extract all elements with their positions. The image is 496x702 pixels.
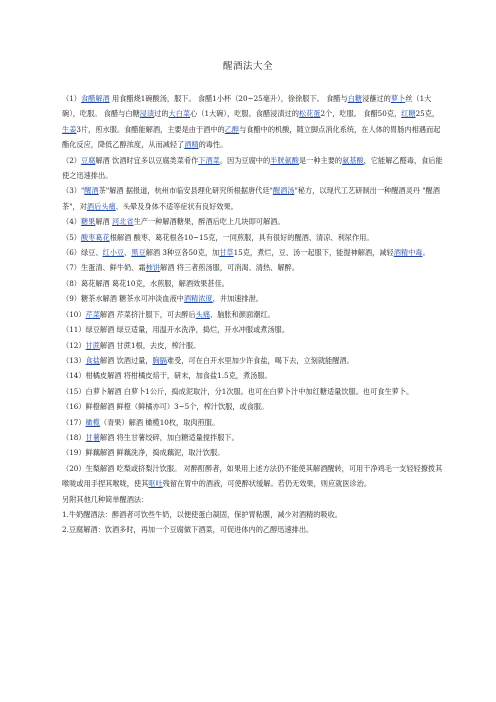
inline-link[interactable]: 生姜 [62, 124, 77, 134]
paragraph-text: 根解酒 酸枣、葛花根各10~15克，一同煎服，具有很好的醒酒、清凉、利尿作用。 [109, 232, 374, 242]
inline-link[interactable]: 芹菜 [85, 309, 100, 319]
inline-link[interactable]: 醒酒汤 [272, 186, 295, 196]
paragraph [62, 492, 444, 507]
paragraph [62, 245, 444, 260]
paragraph-text: 解酒 将三者煎汤服，可消渴、清热、解醉。 [160, 263, 299, 273]
inline-link[interactable]: 橄榄 [85, 417, 100, 427]
paragraph-text: （10） [62, 309, 86, 319]
inline-link[interactable]: 酒精浓度 [183, 294, 213, 304]
inline-link[interactable]: 氨基酸 [342, 155, 364, 165]
paragraph-text: 另附其他几种简单醒酒法： [62, 494, 149, 504]
inline-link[interactable]: 甘草 [219, 248, 234, 258]
paragraph-text: 心（1大碗），吃服。食醋浸渍过的 [190, 109, 299, 119]
paragraph-text: 过的 [154, 109, 169, 119]
paragraph-text: （17） [62, 417, 86, 427]
inline-link[interactable]: 下酒菜 [198, 155, 220, 165]
inline-link[interactable]: 柿饼 [145, 263, 161, 273]
paragraph-text: 解酒 [95, 217, 113, 227]
paragraph-text: 浸蘸过的 [362, 94, 391, 103]
paragraph [62, 307, 444, 322]
paragraph [62, 384, 444, 399]
paragraph-text: （青果）解酒 橄榄10枚，取肉煎服。 [99, 417, 220, 427]
inline-link[interactable]: 呕吐 [148, 479, 163, 489]
paragraph-text: （11）绿豆解酒 绿豆适量，用温开水洗净，捣烂，开水冲服或煮汤服。 [62, 325, 290, 335]
paragraph-text: 2.豆腐解酒：饮酒多时，再加一个豆腐做下酒菜，可促进体内的乙醇迅速排出。 [62, 525, 314, 535]
paragraph-text: 难受，可在白开水里加少许食盐，喝下去，立刻就能醒酒。 [166, 355, 354, 365]
paragraph-text: 生产一种解酒糖果，醉酒后吃上几块即可解酒。 [133, 217, 285, 227]
paragraph [62, 415, 444, 430]
paragraph-text: 解酒 饮酒过量， [99, 355, 153, 365]
paragraph [62, 338, 444, 353]
inline-link[interactable]: 萝卜 [390, 94, 406, 103]
paragraph-text: 25克， [415, 109, 440, 119]
paragraph-text: 、 [124, 248, 132, 258]
inline-link[interactable]: 食醋解酒 [80, 94, 110, 103]
paragraph-text: 解酒 芹菜挤汁服下，可去醉后 [99, 309, 196, 319]
paragraph-text: （18） [62, 432, 86, 442]
paragraph-text: 15克，煮烂，豆、汤一起服下，能提神解酒，减轻 [233, 248, 394, 258]
paragraph-text: ，它能解乙醛毒，食后能使之迅速排出。 [62, 155, 443, 181]
paragraph [62, 507, 444, 522]
inline-link[interactable]: 豆腐 [80, 155, 96, 165]
inline-link[interactable]: 胸膈 [152, 355, 167, 365]
doc-body [62, 91, 444, 538]
paragraph [62, 368, 444, 383]
inline-link[interactable]: 食盐 [85, 355, 100, 365]
paragraph [62, 322, 444, 337]
inline-link[interactable]: 酒精 [184, 140, 199, 150]
paragraph-text: （2） [62, 155, 81, 165]
paragraph-text: （16）鲜橙解酒 鲜橙（鲜橘亦可）3~5个，榨汁饮服，或食服。 [62, 402, 269, 412]
inline-link[interactable]: 红小豆 [102, 248, 125, 258]
inline-link[interactable]: 酒精中毒 [393, 248, 423, 258]
paragraph-text: 解酒 饮酒时宜多以豆腐类菜肴作 [95, 155, 199, 165]
inline-link[interactable]: 醒酒 [84, 186, 99, 196]
inline-link[interactable]: 河北省 [112, 217, 134, 227]
paragraph-text: （6）绿豆、 [62, 248, 103, 258]
paragraph [62, 430, 444, 445]
paragraph-text: "秘方，以现代工艺研制出一种醒酒灵丹 "醒酒茶"，对 [62, 186, 440, 211]
paragraph-text: （4） [62, 217, 81, 227]
paragraph [62, 214, 444, 229]
inline-link[interactable]: 头痛 [195, 309, 211, 319]
paragraph-text: （20）生梨解酒 吃梨或挤梨汁饮服。 对醉酊醉者，如果用上述方法仍不能使其解酒醒转，可用干净鸡毛一支轻轻撩拨其喉咙或用手捏其喉咙，使其 [62, 463, 443, 489]
paragraph-text: 残留在胃中的酒液，可使醉状缓解。若仍无效果，则应就医诊治。 [162, 479, 372, 489]
paragraph-text: 、头晕及身体不适等症状有良好效果。 [115, 201, 238, 211]
paragraph-text: （14）柑橘皮解酒 将柑橘皮焙干，研末，加食盐1.5克，煮汤服。 [62, 371, 272, 381]
paragraph-text: 解酒 3种豆各50克，加 [145, 248, 220, 258]
paragraph-text: 解酒 甘蔗1根，去皮，榨汁服。 [99, 340, 201, 350]
paragraph [62, 276, 444, 291]
paragraph [62, 353, 444, 368]
paragraph-text: 茶"解酒 据报道，杭州市临安县理化研究所根据唐代廷" [98, 186, 273, 196]
paragraph-text: （3）" [62, 186, 85, 196]
inline-link[interactable]: 酒后头痛 [86, 201, 116, 211]
paragraph [62, 230, 444, 245]
paragraph [62, 399, 444, 414]
inline-link[interactable]: 糖果 [80, 217, 96, 227]
paragraph [62, 445, 444, 460]
paragraph-text: 。 [422, 248, 430, 258]
paragraph-text: 1.牛奶醒酒法：醉酒者可饮些牛奶，以便使蛋白凝固，保护胃粘膜，减少对酒精的吸收。 [62, 509, 342, 519]
paragraph [62, 183, 444, 214]
paragraph-text: 、脑胀和颜面潮红。 [210, 309, 275, 319]
paragraph [62, 91, 444, 153]
inline-link[interactable]: 酸枣葛花 [80, 232, 110, 242]
inline-link[interactable]: 红糖 [401, 109, 416, 119]
paragraph-text: 丝（1大碗），吃服。 食醋与白糖 [62, 94, 432, 119]
paragraph-text: 是一种主要的 [298, 155, 343, 165]
paragraph-text: 解酒 将生甘薯绞碎，加白糖适量搅拌服下。 [99, 432, 239, 442]
inline-link[interactable]: 大白菜 [168, 109, 191, 119]
paragraph-text: （7）生蛋清、鲜牛奶、霜 [62, 263, 146, 273]
paragraph-text: （8）葛花解酒 葛花10克，水煎服，解酒效果甚佳。 [62, 278, 229, 288]
paragraph-text: （13） [62, 355, 86, 365]
paragraph [62, 461, 444, 492]
paragraph-text: （15）白萝卜解酒 白萝卜1公斤，捣成泥取汁，分1次服。也可在白萝卜汁中加红糖适量饮服。也可食生萝卜。 [62, 386, 414, 396]
inline-link[interactable]: 白糖 [347, 94, 363, 103]
inline-link[interactable]: 甘蔗 [85, 340, 100, 350]
inline-link[interactable]: 甘薯 [85, 432, 100, 442]
paragraph-text: 与食醋中的机酸，随立脚点消化系统，在人体的胃肠内相遇而起酯化反应，降低乙醇浓度，从而减轻了 [62, 124, 441, 150]
paragraph-text: 用食醋烧1碗酸汤，服下。 食醋1小杯（20~25毫升），徐徐服下。 食醋与 [109, 94, 348, 103]
paragraph-text: （5） [62, 232, 81, 242]
paragraph-text: ，并加速排泄。 [212, 294, 263, 304]
paragraph-text: （1） [62, 94, 81, 103]
paragraph-text: （12） [62, 340, 86, 350]
paragraph-text: 2个，吃服。 食醋50克， [320, 109, 402, 119]
paragraph-text: 3片，煎水服。食醋能解酒，主要是由于酒中的 [76, 124, 225, 134]
inline-link[interactable]: 乙醇 [224, 124, 240, 134]
paragraph-text: 。因为豆腐中的 [219, 155, 271, 165]
inline-link[interactable]: 黑豆 [131, 248, 146, 258]
paragraph [62, 153, 444, 184]
inline-link[interactable]: 浸渍 [139, 109, 155, 119]
inline-link[interactable]: 半胱氨酸 [270, 155, 299, 165]
paragraph-text: （19）鲜藕解酒 鲜藕洗净，捣成藕泥，取汁饮服。 [62, 448, 225, 458]
paragraph [62, 522, 444, 537]
doc-title: 醒酒法大全 [222, 61, 273, 72]
paragraph [62, 291, 444, 306]
paragraph-text: （9）糖茶水解酒 糖茶水可冲淡血液中 [62, 294, 184, 304]
paragraph-text: 的毒性。 [198, 140, 228, 150]
paragraph [62, 260, 444, 275]
inline-link[interactable]: 松花蛋 [298, 109, 321, 119]
